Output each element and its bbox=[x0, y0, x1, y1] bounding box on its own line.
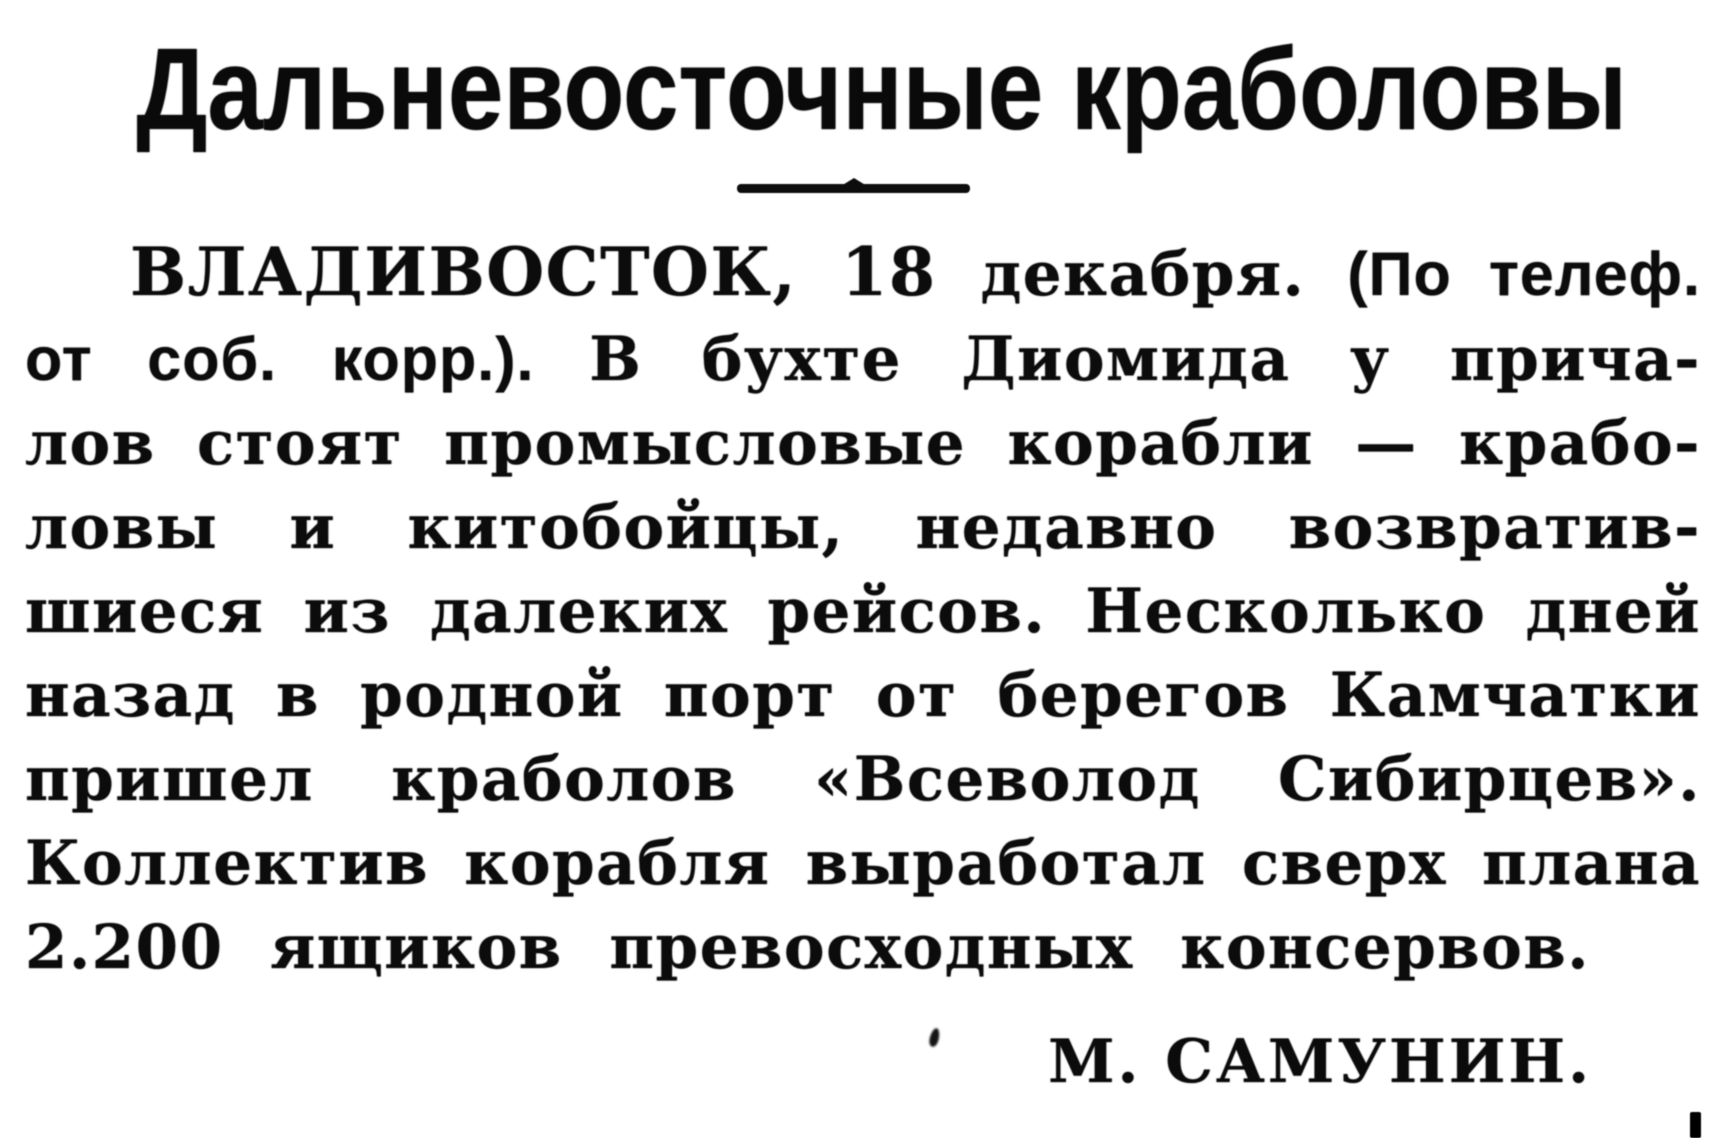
text-segment: декабря. bbox=[980, 239, 1348, 310]
text-segment: ВЛАДИВОСТОК, 18 bbox=[130, 233, 981, 311]
page-edge-mark-artifact bbox=[1690, 1112, 1701, 1138]
text-segment: 2.200 ящиков превосходных консервов. bbox=[25, 912, 1590, 983]
body-line bbox=[25, 570, 1701, 654]
text-segment: пришел краболов «Всеволод Сибирцев». bbox=[25, 744, 1701, 815]
body-line bbox=[25, 402, 1701, 486]
body-line bbox=[25, 738, 1701, 822]
body-line bbox=[25, 654, 1701, 738]
text-segment: шиеся из далеких рейсов. Несколько дней bbox=[25, 576, 1701, 647]
text-segment: ловы и китобойцы, недавно возвратив- bbox=[25, 492, 1701, 563]
text-segment: назад в родной порт от берегов Камчатки bbox=[25, 660, 1701, 731]
headline-divider-rule bbox=[737, 184, 970, 193]
headline-row bbox=[0, 26, 1711, 154]
body-line bbox=[25, 486, 1701, 570]
text-segment: В бухте Диомида у прича- bbox=[589, 324, 1701, 395]
body-line bbox=[25, 906, 1590, 990]
article-headline: Дальневосточные краболовы bbox=[136, 24, 1627, 154]
author-signature: М. САМУНИН. bbox=[1048, 1027, 1592, 1097]
body-line bbox=[25, 317, 1701, 402]
text-segment: Коллектив корабля выработал сверх плана bbox=[25, 828, 1701, 899]
body-line bbox=[25, 822, 1701, 906]
article-body bbox=[25, 230, 1701, 990]
text-segment: лов стоят промысловые корабли — крабо- bbox=[25, 408, 1701, 479]
body-line bbox=[25, 230, 1701, 317]
text-segment: от соб. корр.). bbox=[25, 325, 590, 393]
text-segment: (По телеф. bbox=[1347, 240, 1701, 308]
ink-speck-artifact bbox=[928, 1027, 941, 1048]
